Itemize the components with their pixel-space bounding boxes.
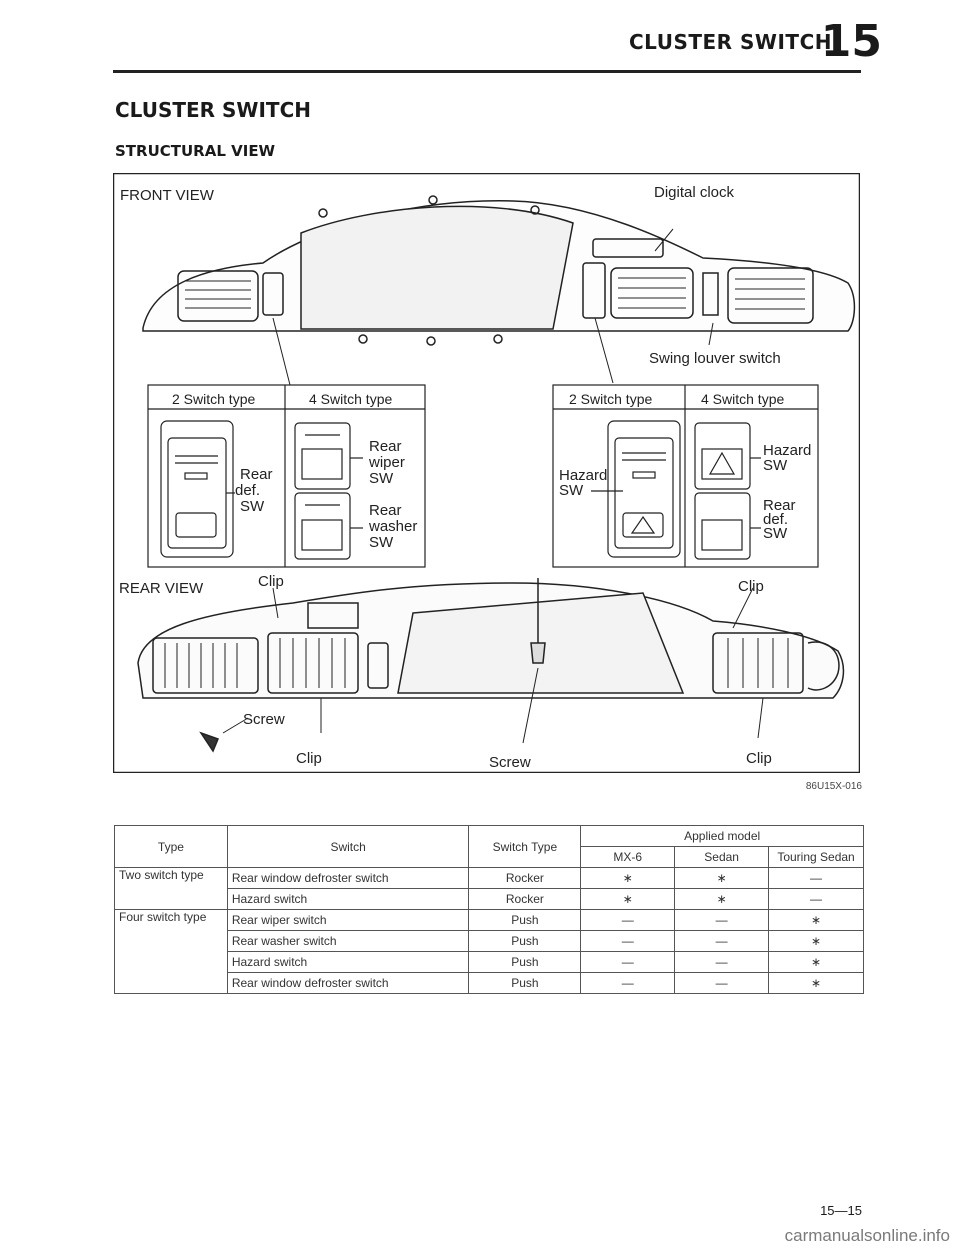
model-header-mx6: MX-6 [581,847,675,868]
switch-type-header: Switch Type [469,826,581,868]
type-header: Type [115,826,228,868]
touring-cell: ∗ [769,931,864,952]
switch-cell: Rear window defroster switch [227,973,469,994]
clip-label-bottom-left: Clip [296,750,322,767]
screw-label-left: Screw [243,711,285,728]
table-row [115,910,864,931]
switch-type-cell: Rocker [469,868,581,889]
table-row [115,889,864,910]
model-header-touring: Touring Sedan [769,847,864,868]
model-header-sedan: Sedan [675,847,769,868]
mx6-cell: — [581,931,675,952]
header-rule [113,70,861,73]
figure-code: 86U15X-016 [805,781,862,792]
switch-type-cell: Push [469,952,581,973]
touring-cell: ∗ [769,952,864,973]
touring-cell: — [769,889,864,910]
sedan-cell: ∗ [675,889,769,910]
structural-view-figure [113,173,860,773]
page-number: 15—15 [820,1203,862,1218]
sedan-cell: ∗ [675,868,769,889]
switch-type-cell: Push [469,910,581,931]
rear-wiper-sw-label: Rear wiper SW [369,438,405,487]
rear-def-sw-label: Rear def. SW [235,466,273,515]
mx6-cell: — [581,952,675,973]
sedan-cell: — [675,931,769,952]
clip-label-bottom-right: Clip [746,750,772,767]
hazard-sw-right-label: Hazard SW [763,442,812,474]
switch-cell: Hazard switch [227,889,469,910]
digital-clock-label: Digital clock [654,184,735,201]
mx6-cell: — [581,910,675,931]
sedan-cell: — [675,973,769,994]
switch-type-cell: Rocker [469,889,581,910]
left-4-switch-header: 4 Switch type [309,391,393,407]
mx6-cell: — [581,973,675,994]
switch-header: Switch [227,826,469,868]
rear-def-sw-right-label: Rear def. SW [763,497,796,542]
touring-cell: — [769,868,864,889]
table-row [115,868,864,889]
right-4-switch-header: 4 Switch type [701,391,785,407]
screw-label-center: Screw [489,754,531,771]
switch-cell: Hazard switch [227,952,469,973]
switch-cell: Rear window defroster switch [227,868,469,889]
switch-type-cell: Push [469,973,581,994]
hazard-sw-left-label: Hazard SW [559,467,608,499]
applied-model-table [114,825,864,994]
rear-view-label: REAR VIEW [119,580,204,597]
section-number: 15 [820,16,882,67]
section-header-title: CLUSTER SWITCH [629,30,832,54]
mx6-cell: ∗ [581,868,675,889]
switch-cell: Rear wiper switch [227,910,469,931]
right-2-switch-header: 2 Switch type [569,391,653,407]
type-cell: Four switch type [115,910,228,994]
switch-type-cell: Push [469,931,581,952]
swing-louver-label: Swing louver switch [649,350,781,367]
watermark: carmanualsonline.info [784,1226,950,1245]
clip-label-top-left: Clip [258,573,284,590]
left-2-switch-header: 2 Switch type [172,391,256,407]
rear-washer-sw-label: Rear washer SW [369,502,418,551]
sedan-cell: — [675,910,769,931]
touring-cell: ∗ [769,973,864,994]
table-row [115,973,864,994]
type-cell: Two switch type [115,868,228,910]
touring-cell: ∗ [769,910,864,931]
clip-label-top-right: Clip [738,578,764,595]
sedan-cell: — [675,952,769,973]
switch-cell: Rear washer switch [227,931,469,952]
page-title: CLUSTER SWITCH [115,98,311,122]
table-row [115,952,864,973]
mx6-cell: ∗ [581,889,675,910]
applied-model-header: Applied model [581,826,864,847]
page-subtitle: STRUCTURAL VIEW [115,142,276,160]
front-view-label: FRONT VIEW [120,187,214,204]
table-row [115,931,864,952]
